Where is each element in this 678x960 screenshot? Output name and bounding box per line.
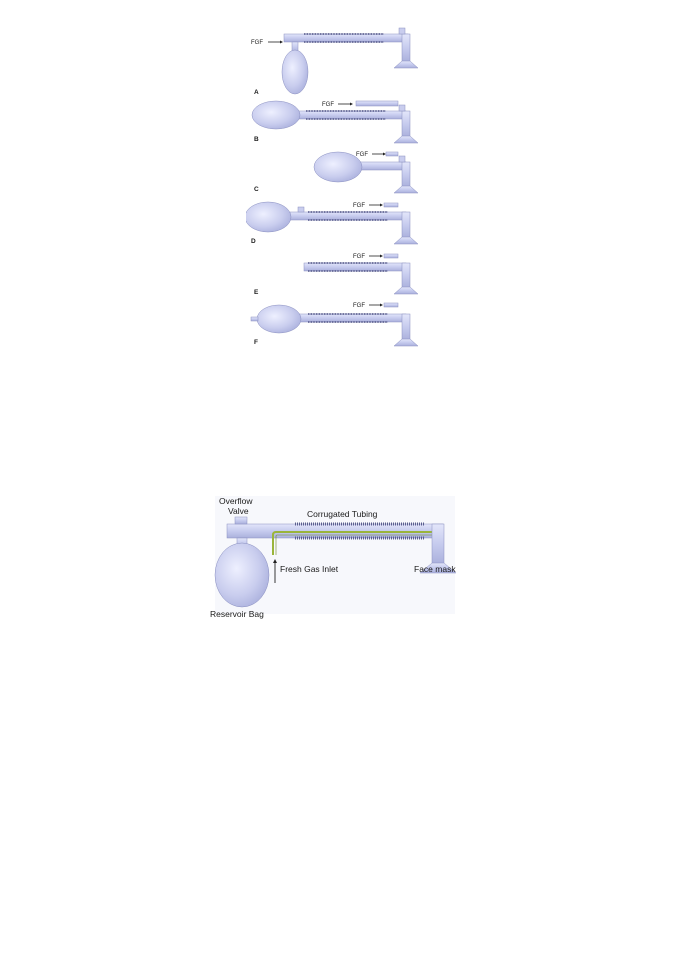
mask-b [394, 136, 418, 143]
panel-letter-a: A [254, 89, 259, 96]
vertical-limb-b [402, 111, 410, 137]
face-mask-label: Face mask [414, 564, 456, 574]
panel-letter-d: D [251, 238, 256, 245]
fgf-label-f: FGF [353, 303, 365, 309]
mapleson-circuits-svg [246, 24, 426, 350]
vertical-limb-c [402, 162, 410, 187]
reservoir-bag [215, 543, 269, 607]
mask-d [394, 237, 418, 244]
valve-b [399, 105, 405, 111]
labeled-circuit-figure [207, 493, 463, 621]
reservoir-bag-d [246, 202, 291, 232]
panel-e [254, 254, 418, 296]
valve-d [298, 207, 304, 212]
fgf-label-a: FGF [251, 40, 263, 46]
panel-f [251, 303, 418, 346]
panel-letter-b: B [254, 136, 259, 143]
labeled-circuit-svg [207, 493, 463, 621]
main-tube-b [296, 111, 406, 119]
panel-letter-f: F [254, 339, 258, 346]
panel-c [254, 152, 418, 193]
fgf-label-e: FGF [353, 254, 365, 260]
fgf-label-d: FGF [353, 203, 365, 209]
vertical-limb-a [402, 34, 410, 62]
mask-e [394, 287, 418, 294]
valve-c [399, 156, 405, 162]
fgf-inlet-b [356, 101, 398, 106]
mapleson-circuits-figure [246, 24, 426, 350]
fgf-inlet-c [386, 152, 398, 156]
vertical-limb [432, 524, 444, 564]
fgf-arrowhead-e [380, 255, 383, 258]
fgf-inlet-f [384, 303, 398, 307]
fgf-arrowhead-d [380, 204, 383, 207]
vertical-limb-f [402, 314, 410, 340]
mask-f [394, 339, 418, 346]
corrugated-tubing-label: Corrugated Tubing [307, 509, 378, 519]
main-tube-f [294, 314, 406, 322]
fgf-inlet-d [384, 203, 398, 207]
fgf-arrowhead-f [380, 304, 383, 307]
reservoir-bag-c [314, 152, 362, 182]
fresh-gas-inlet-label: Fresh Gas Inlet [280, 564, 339, 574]
fgf-inlet-e [384, 254, 398, 258]
main-tube-e [304, 263, 406, 271]
fgf-label-b: FGF [322, 102, 334, 108]
panel-d [246, 202, 418, 245]
main-tube-d [290, 212, 406, 220]
mask-c [394, 186, 418, 193]
vertical-limb-e [402, 263, 410, 288]
panel-letter-c: C [254, 186, 259, 193]
overflow-valve [235, 517, 247, 524]
overflow-valve-label-line2: Valve [228, 506, 249, 516]
fgf-label-c: FGF [356, 152, 368, 158]
reservoir-bag-label: Reservoir Bag [210, 609, 264, 619]
overflow-valve-label-line1: Overflow [219, 496, 253, 506]
reservoir-bag-a [282, 50, 308, 94]
panel-letter-e: E [254, 289, 259, 296]
fgf-arrowhead-c [383, 153, 386, 156]
panel-a [251, 28, 418, 96]
reservoir-bag-b [252, 101, 300, 129]
fgf-arrowhead-a [280, 41, 283, 44]
valve-a [399, 28, 405, 34]
bag-tail-f [251, 317, 258, 321]
vertical-limb-d [402, 212, 410, 238]
mask-a [394, 61, 418, 68]
reservoir-bag-f [257, 305, 301, 333]
fgf-arrowhead-b [350, 103, 353, 106]
panel-b [252, 101, 418, 143]
main-tube-a [284, 34, 408, 42]
